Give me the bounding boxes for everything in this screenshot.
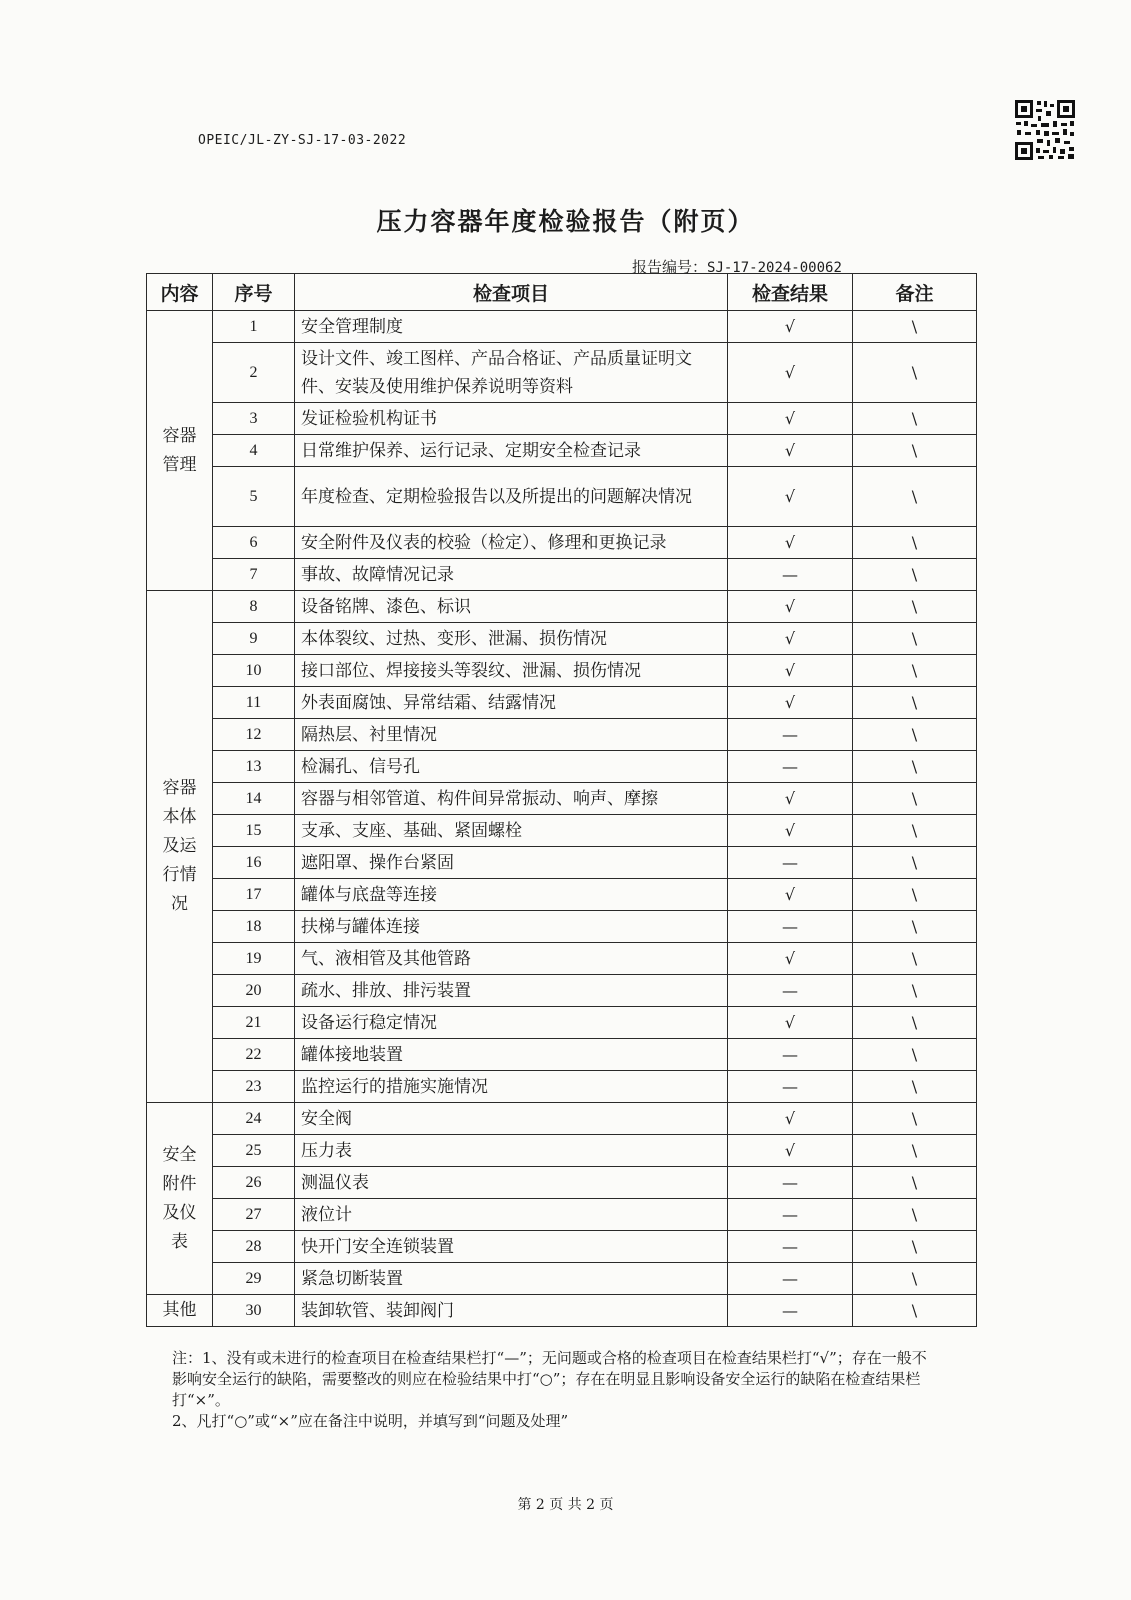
check-item: 本体裂纹、过热、变形、泄漏、损伤情况 (295, 623, 728, 655)
table-row (147, 911, 977, 943)
header-remark: 备注 (853, 274, 977, 311)
table-row (147, 1231, 977, 1263)
section-label: 其他 (147, 1295, 213, 1327)
check-result: — (728, 1071, 853, 1103)
row-number: 29 (213, 1263, 295, 1295)
table-row (147, 687, 977, 719)
remark: \ (853, 879, 977, 911)
page-number: 第 2 页 共 2 页 (517, 1497, 614, 1513)
row-number: 2 (213, 343, 295, 403)
check-item: 事故、故障情况记录 (295, 559, 728, 591)
table-row (147, 1295, 977, 1327)
check-result: — (728, 559, 853, 591)
table-row (147, 1199, 977, 1231)
report-number-label: 报告编号： (632, 258, 708, 276)
check-item: 设备铭牌、漆色、标识 (295, 591, 728, 623)
check-result: — (728, 719, 853, 751)
check-result: √ (728, 343, 853, 403)
header-section: 内容 (147, 274, 213, 311)
table-row (147, 1071, 977, 1103)
check-item: 外表面腐蚀、异常结霜、结露情况 (295, 687, 728, 719)
check-item: 设计文件、竣工图样、产品合格证、产品质量证明文件、安装及使用维护保养说明等资料 (295, 343, 728, 403)
table-row (147, 879, 977, 911)
row-number: 20 (213, 975, 295, 1007)
table-row (147, 1263, 977, 1295)
remark: \ (853, 687, 977, 719)
check-result: — (728, 1167, 853, 1199)
row-number: 9 (213, 623, 295, 655)
remark: \ (853, 1167, 977, 1199)
table-row (147, 1167, 977, 1199)
row-number: 5 (213, 467, 295, 527)
check-item: 发证检验机构证书 (295, 403, 728, 435)
table-row (147, 623, 977, 655)
row-number: 10 (213, 655, 295, 687)
table-row (147, 847, 977, 879)
row-number: 24 (213, 1103, 295, 1135)
check-item: 安全管理制度 (295, 311, 728, 343)
check-result: √ (728, 687, 853, 719)
row-number: 27 (213, 1199, 295, 1231)
row-number: 25 (213, 1135, 295, 1167)
row-number: 1 (213, 311, 295, 343)
remark: \ (853, 719, 977, 751)
table-row (147, 1039, 977, 1071)
header-no: 序号 (213, 274, 295, 311)
remark: \ (853, 435, 977, 467)
table-row (147, 751, 977, 783)
remark: \ (853, 943, 977, 975)
check-result: √ (728, 311, 853, 343)
check-item: 疏水、排放、排污装置 (295, 975, 728, 1007)
row-number: 18 (213, 911, 295, 943)
check-item: 装卸软管、装卸阀门 (295, 1295, 728, 1327)
row-number: 17 (213, 879, 295, 911)
check-item: 监控运行的措施实施情况 (295, 1071, 728, 1103)
check-result: — (728, 1199, 853, 1231)
table-row (147, 1103, 977, 1135)
check-result: √ (728, 879, 853, 911)
table-row (147, 975, 977, 1007)
table-body (147, 311, 977, 1327)
check-item: 紧急切断装置 (295, 1263, 728, 1295)
check-result: √ (728, 403, 853, 435)
check-item: 安全附件及仪表的校验（检定）、修理和更换记录 (295, 527, 728, 559)
inspection-table (146, 273, 977, 1327)
remark: \ (853, 1007, 977, 1039)
table-row (147, 943, 977, 975)
remark: \ (853, 1071, 977, 1103)
row-number: 3 (213, 403, 295, 435)
notes (172, 1348, 932, 1432)
remark: \ (853, 783, 977, 815)
check-result: √ (728, 943, 853, 975)
row-number: 26 (213, 1167, 295, 1199)
check-item: 液位计 (295, 1199, 728, 1231)
check-item: 支承、支座、基础、紧固螺栓 (295, 815, 728, 847)
check-item: 隔热层、衬里情况 (295, 719, 728, 751)
table-row (147, 435, 977, 467)
check-item: 年度检查、定期检验报告以及所提出的问题解决情况 (295, 467, 728, 527)
note-line-1: 注：1、没有或未进行的检查项目在检查结果栏打“—”；无问题或合格的检查项目在检查结果栏打“√”；存在一般不影响安全运行的缺陷，需要整改的则应在检验结果中打“○”；存在在明显且影响设备安全运行的缺陷在检查结果栏打“×”。 (172, 1349, 927, 1409)
remark: \ (853, 1231, 977, 1263)
remark: \ (853, 655, 977, 687)
row-number: 21 (213, 1007, 295, 1039)
check-result: √ (728, 467, 853, 527)
row-number: 4 (213, 435, 295, 467)
check-result: — (728, 975, 853, 1007)
remark: \ (853, 751, 977, 783)
check-item: 测温仪表 (295, 1167, 728, 1199)
remark: \ (853, 847, 977, 879)
table-row (147, 403, 977, 435)
remark: \ (853, 1039, 977, 1071)
remark: \ (853, 1103, 977, 1135)
check-result: √ (728, 435, 853, 467)
check-item: 罐体与底盘等连接 (295, 879, 728, 911)
remark: \ (853, 911, 977, 943)
remark: \ (853, 1295, 977, 1327)
row-number: 12 (213, 719, 295, 751)
check-item: 接口部位、焊接接头等裂纹、泄漏、损伤情况 (295, 655, 728, 687)
remark: \ (853, 559, 977, 591)
check-item: 压力表 (295, 1135, 728, 1167)
report-number-value: SJ-17-2024-00062 (707, 260, 842, 276)
table-row (147, 311, 977, 343)
row-number: 14 (213, 783, 295, 815)
row-number: 6 (213, 527, 295, 559)
row-number: 30 (213, 1295, 295, 1327)
remark: \ (853, 343, 977, 403)
check-item: 扶梯与罐体连接 (295, 911, 728, 943)
remark: \ (853, 467, 977, 527)
check-item: 检漏孔、信号孔 (295, 751, 728, 783)
remark: \ (853, 311, 977, 343)
check-result: — (728, 911, 853, 943)
row-number: 11 (213, 687, 295, 719)
table-header-row (147, 274, 977, 311)
check-result: √ (728, 655, 853, 687)
check-result: √ (728, 1135, 853, 1167)
check-result: — (728, 1295, 853, 1327)
remark: \ (853, 1135, 977, 1167)
check-item: 罐体接地装置 (295, 1039, 728, 1071)
check-item: 遮阳罩、操作台紧固 (295, 847, 728, 879)
report-title: 压力容器年度检验报告（附页） (376, 207, 755, 236)
remark: \ (853, 1199, 977, 1231)
check-item: 日常维护保养、运行记录、定期安全检查记录 (295, 435, 728, 467)
check-result: √ (728, 815, 853, 847)
check-item: 气、液相管及其他管路 (295, 943, 728, 975)
qr-code-icon (1014, 99, 1076, 161)
table-row (147, 1007, 977, 1039)
section-label: 容器管理 (147, 311, 213, 591)
section-label: 安全附件及仪表 (147, 1103, 213, 1295)
table-row (147, 527, 977, 559)
header-result: 检查结果 (728, 274, 853, 311)
check-result: √ (728, 527, 853, 559)
table-row (147, 591, 977, 623)
check-result: — (728, 1263, 853, 1295)
table-row (147, 467, 977, 527)
row-number: 23 (213, 1071, 295, 1103)
row-number: 28 (213, 1231, 295, 1263)
check-item: 快开门安全连锁装置 (295, 1231, 728, 1263)
remark: \ (853, 1263, 977, 1295)
table-row (147, 1135, 977, 1167)
check-result: √ (728, 783, 853, 815)
remark: \ (853, 591, 977, 623)
check-item: 安全阀 (295, 1103, 728, 1135)
remark: \ (853, 527, 977, 559)
row-number: 22 (213, 1039, 295, 1071)
row-number: 19 (213, 943, 295, 975)
row-number: 15 (213, 815, 295, 847)
row-number: 16 (213, 847, 295, 879)
remark: \ (853, 623, 977, 655)
section-label: 容器本体及运行情况 (147, 591, 213, 1103)
remark: \ (853, 815, 977, 847)
check-result: √ (728, 591, 853, 623)
check-item: 设备运行稳定情况 (295, 1007, 728, 1039)
table-row (147, 815, 977, 847)
check-result: — (728, 751, 853, 783)
table-row (147, 559, 977, 591)
row-number: 7 (213, 559, 295, 591)
check-result: √ (728, 623, 853, 655)
table-row (147, 783, 977, 815)
remark: \ (853, 403, 977, 435)
remark: \ (853, 975, 977, 1007)
check-result: — (728, 1231, 853, 1263)
document-code: OPEIC/JL-ZY-SJ-17-03-2022 (198, 133, 407, 148)
row-number: 13 (213, 751, 295, 783)
row-number: 8 (213, 591, 295, 623)
note-line-2: 2、凡打“○”或“×”应在备注中说明，并填写到“问题及处理” (172, 1412, 569, 1430)
table-row (147, 719, 977, 751)
check-item: 容器与相邻管道、构件间异常振动、响声、摩擦 (295, 783, 728, 815)
check-result: — (728, 847, 853, 879)
table-row (147, 343, 977, 403)
header-item: 检查项目 (295, 274, 728, 311)
check-result: — (728, 1039, 853, 1071)
table-row (147, 655, 977, 687)
check-result: √ (728, 1007, 853, 1039)
check-result: √ (728, 1103, 853, 1135)
